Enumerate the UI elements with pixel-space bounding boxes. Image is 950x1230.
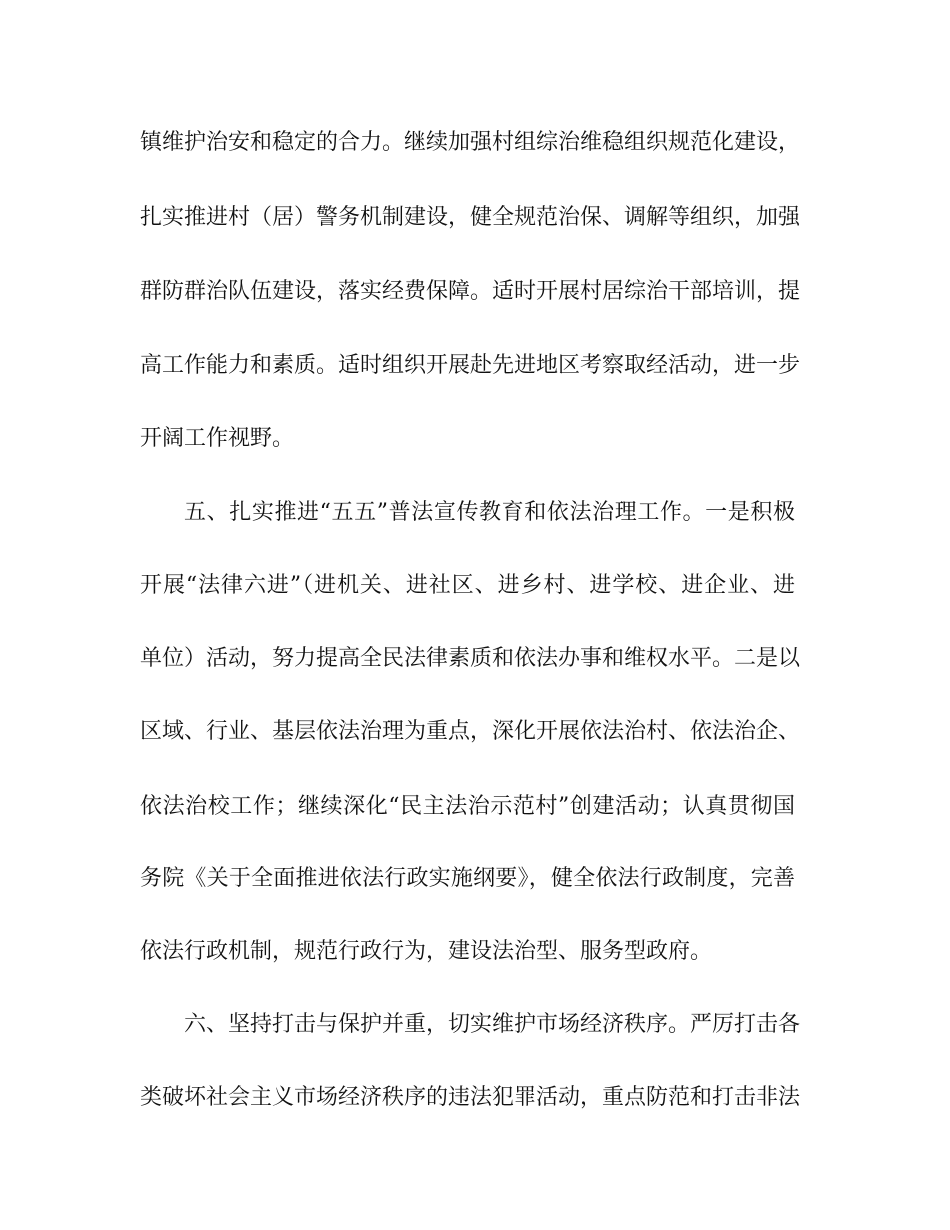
text-line: 务院《关于全面推进依法行政实施纲要》，健全依法行政制度，完善 xyxy=(140,866,795,891)
text-line: 开阔工作视野。 xyxy=(140,426,295,451)
text-line: 镇维护治安和稳定的合力。继续加强村组综治维稳组织规范化建设， xyxy=(140,130,801,155)
text-line: 开展“法律六进”（进机关、进社区、进乡村、进学校、进企业、进 xyxy=(140,573,795,598)
text-line: 群防群治队伍建设，落实经费保障。适时开展村居综治干部培训，提 xyxy=(140,279,801,304)
text-line: 高工作能力和素质。适时组织开展赴先进地区考察取经活动，进一步 xyxy=(140,353,801,378)
text-line: 扎实推进村（居）警务机制建设，健全规范治保、调解等组织，加强 xyxy=(140,205,801,230)
text-line: 依法治校工作；继续深化“民主法治示范村”创建活动；认真贯彻国 xyxy=(140,794,795,819)
paragraph-first-line: 五、扎实推进“五五”普法宣传教育和依法治理工作。一是积极 xyxy=(184,500,795,525)
text-line: 单位）活动，努力提高全民法律素质和依法办事和维权水平。二是以 xyxy=(140,646,801,671)
text-line: 区域、行业、基层依法治理为重点，深化开展依法治村、依法治企、 xyxy=(140,719,801,744)
text-line: 依法行政机制，规范行政行为，建设法治型、服务型政府。 xyxy=(140,939,713,964)
paragraph-first-line: 六、坚持打击与保护并重，切实维护市场经济秩序。严厉打击各 xyxy=(184,1012,801,1037)
text-line: 类破坏社会主义市场经济秩序的违法犯罪活动，重点防范和打击非法 xyxy=(140,1085,801,1110)
